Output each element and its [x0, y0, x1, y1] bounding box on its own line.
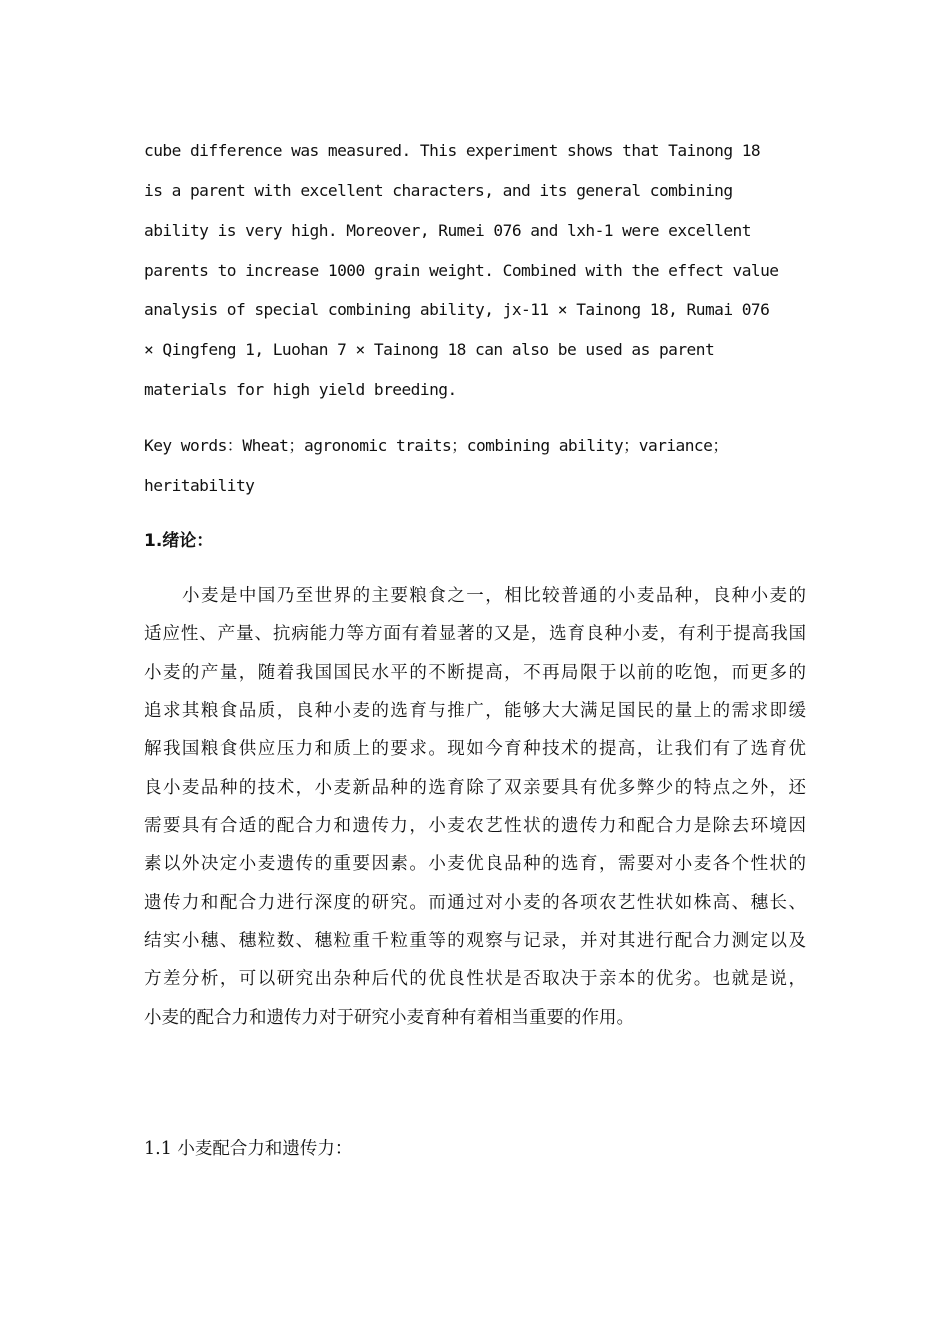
paragraph-line: 小麦的配合力和遗传力对于研究小麦育种有着相当重要的作用。	[144, 1008, 634, 1028]
paragraph-line: 小麦的产量，随着我国国民水平的不断提高，不再局限于以前的吃饱，而更多的	[144, 663, 808, 683]
keywords-line: Key words：Wheat；agronomic traits；combining ability；variance；	[144, 436, 728, 455]
paragraph-line: 结实小穗、穗粒数、穗粒重千粒重等的观察与记录，并对其进行配合力测定以及	[144, 931, 808, 951]
abstract-line: materials for high yield breeding.	[144, 380, 457, 399]
keywords-line: heritability	[144, 476, 255, 495]
paragraph-line: 解我国粮食供应压力和质上的要求。现如今育种技术的提高，让我们有了选育优	[144, 739, 808, 759]
abstract-line: ability is very high. Moreover, Rumei 076 and lxh-1 were excellent	[144, 221, 751, 240]
abstract-line: is a parent with excellent characters, and its general combining	[144, 181, 733, 200]
paragraph-line: 素以外决定小麦遗传的重要因素。小麦优良品种的选育，需要对小麦各个性状的	[144, 854, 808, 874]
paragraph-line: 方差分析，可以研究出杂种后代的优良性状是否取决于亲本的优劣。也就是说，	[144, 969, 808, 989]
paragraph-line: 追求其粮食品质，良种小麦的选育与推广，能够大大满足国民的量上的需求即缓	[144, 701, 808, 721]
paragraph-line: 需要具有合适的配合力和遗传力，小麦农艺性状的遗传力和配合力是除去环境因	[144, 816, 808, 836]
abstract-line: parents to increase 1000 grain weight. Combined with the effect value	[144, 261, 779, 280]
paragraph-line: 良小麦品种的技术，小麦新品种的选育除了双亲要具有优多弊少的特点之外，还	[144, 778, 808, 798]
abstract-line: × Qingfeng 1, Luohan 7 × Tainong 18 can also be used as parent	[144, 340, 715, 359]
paragraph-line: 适应性、产量、抗病能力等方面有着显著的又是，选育良种小麦，有利于提高我国	[144, 624, 807, 644]
abstract-line: cube difference was measured. This experiment shows that Tainong 18	[144, 141, 761, 160]
paragraph-line: 小麦是中国乃至世界的主要粮食之一，相比较普通的小麦品种，良种小麦的	[182, 586, 808, 606]
subsection-heading: 1.1 小麦配合力和遗传力：	[144, 1139, 353, 1159]
paragraph-line: 遗传力和配合力进行深度的研究。而通过对小麦的各项农艺性状如株高、穗长、	[144, 893, 808, 913]
section-heading: 1.绪论：	[144, 531, 214, 551]
abstract-line: analysis of special combining ability, jx-11 × Tainong 18, Rumai 076	[144, 300, 770, 319]
